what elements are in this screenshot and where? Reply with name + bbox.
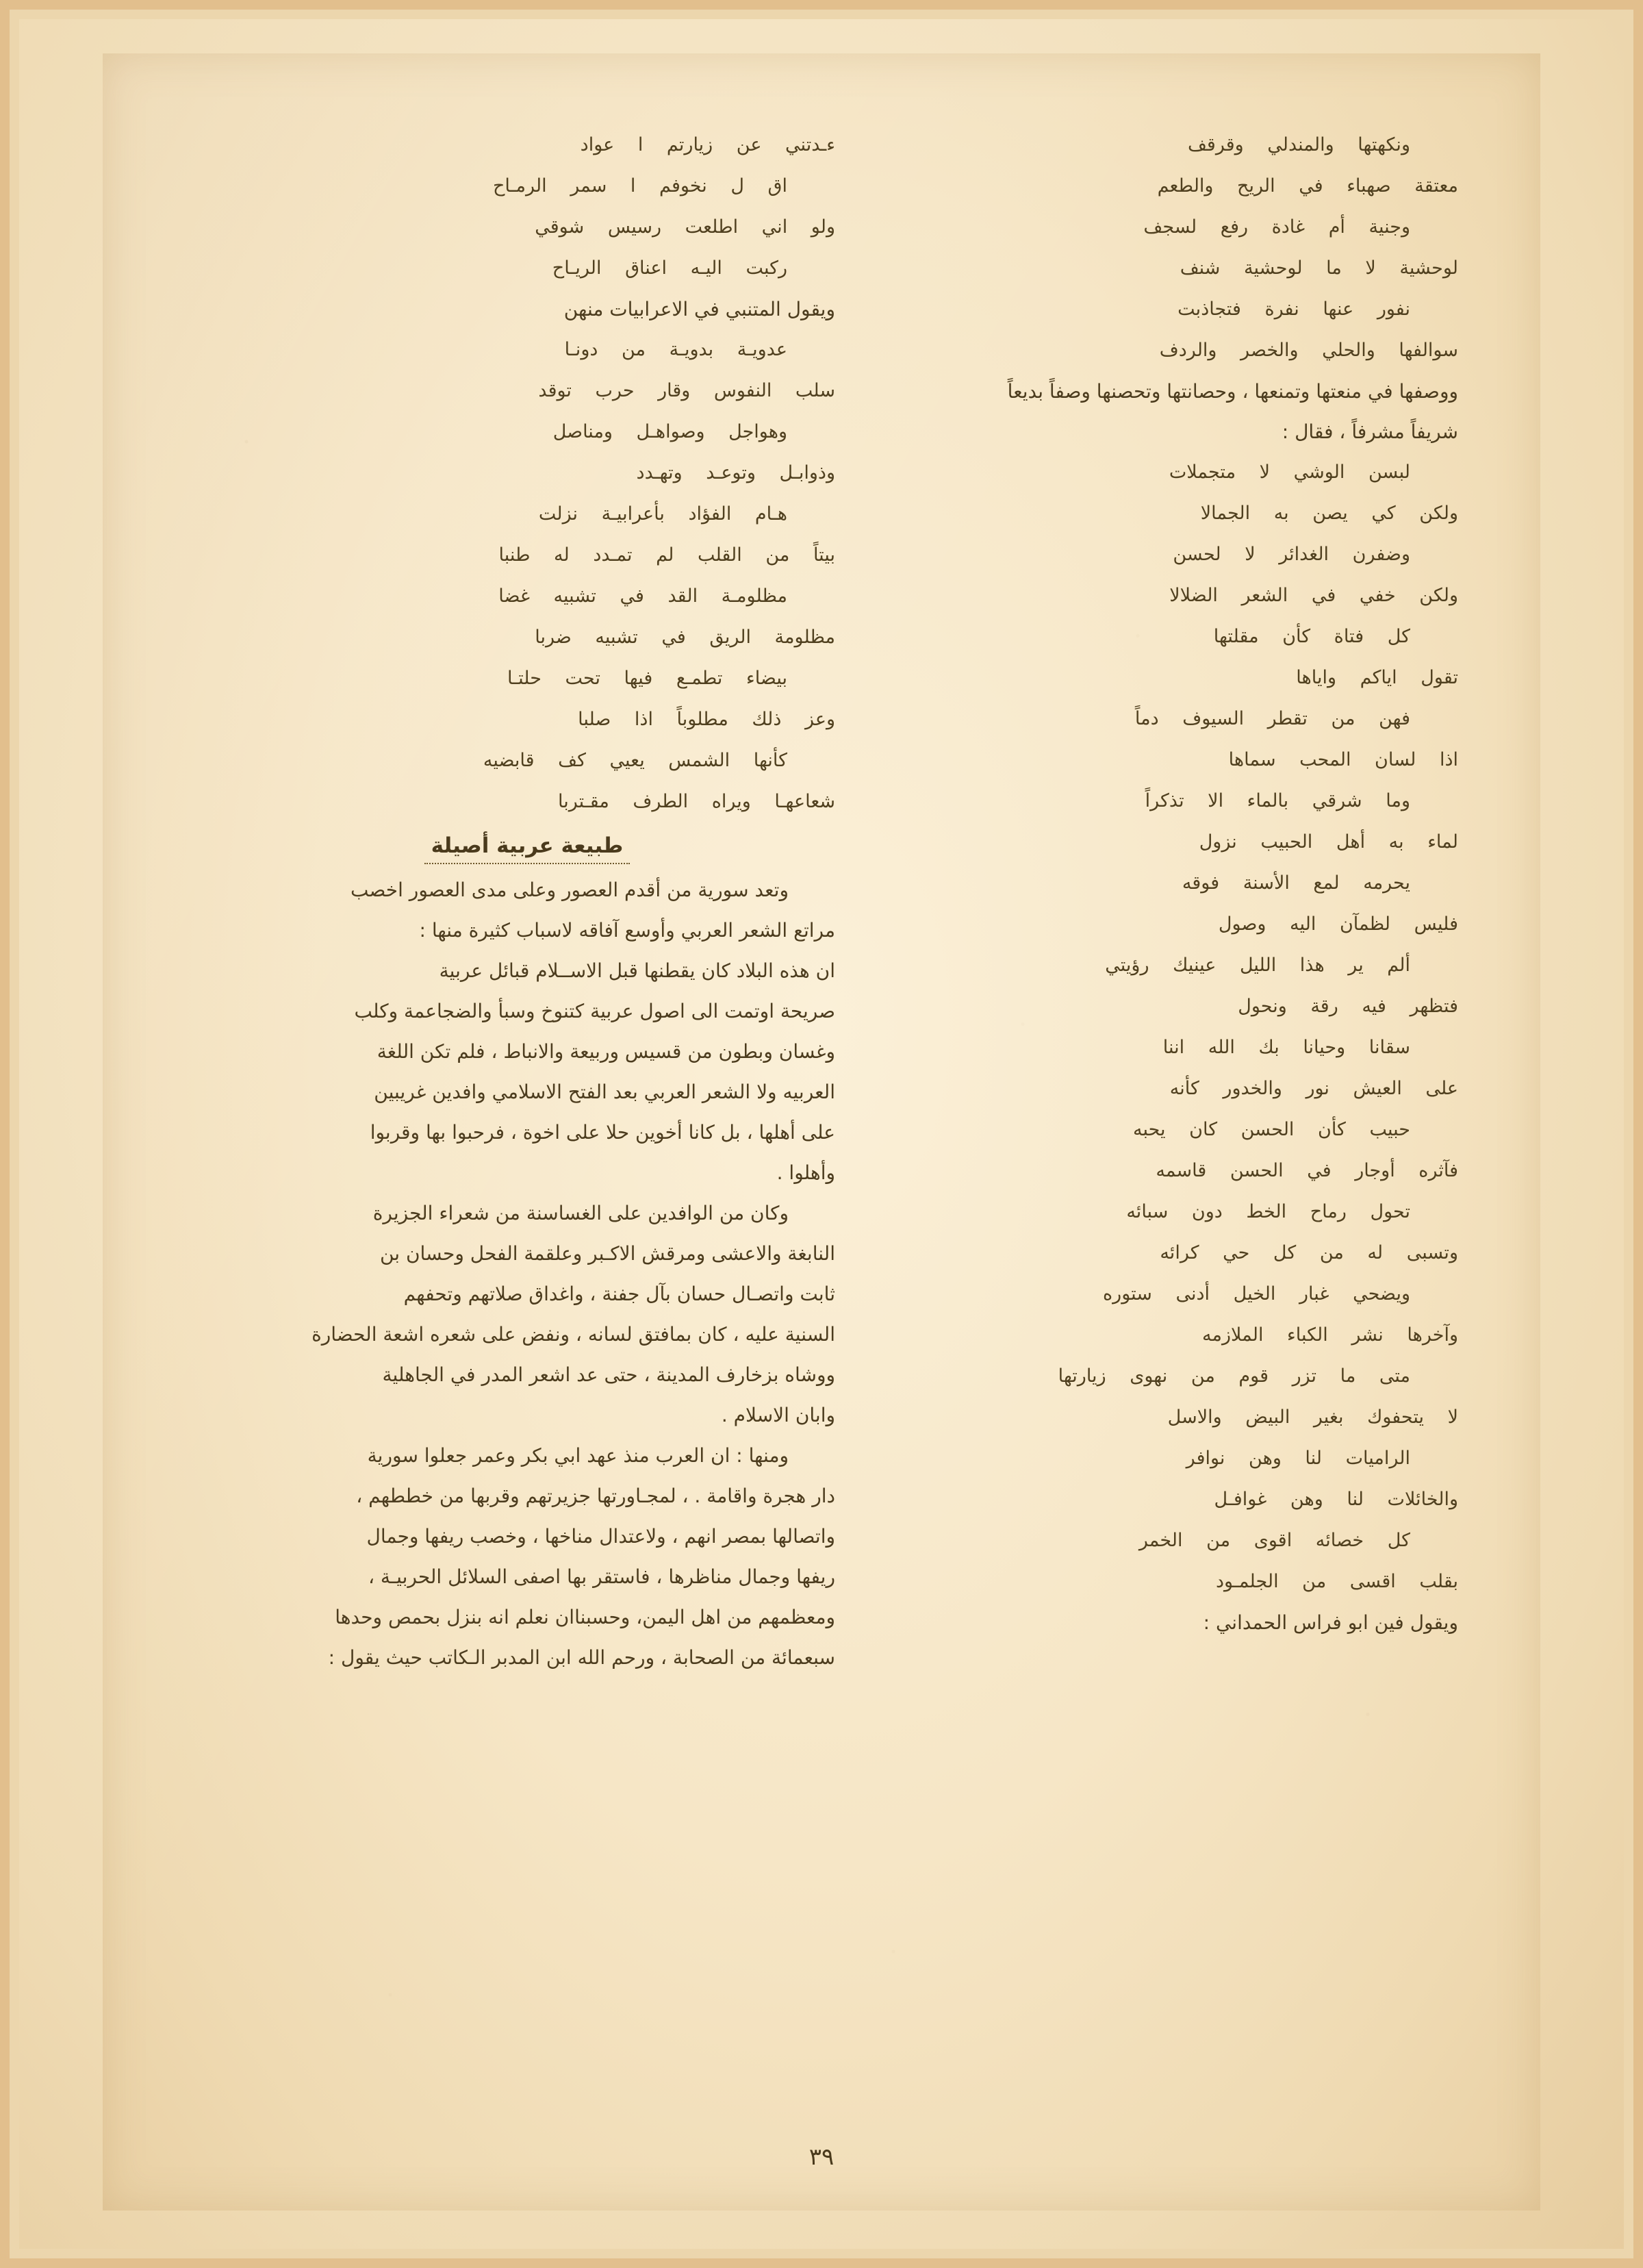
verse-line: شعاعهـا ويراه الطرف مقـتربا xyxy=(558,791,835,812)
prose-line: واتصالها بمصر انهم ، ولاعتدال مناخها ، وخصب ريفها وجمال xyxy=(366,1525,835,1548)
verse-line: فتظهر فيه رقة ونحول xyxy=(1238,996,1458,1017)
verse-line: وجنية أم غادة رفع لسجف xyxy=(1143,216,1410,238)
prose-line: شريفاً مشرفاً ، فقال : xyxy=(1282,420,1458,443)
verse-line: سلب النفوس وقار حرب توقد xyxy=(538,380,835,401)
verse-line: فليس لظمآن اليه وصول xyxy=(1218,914,1458,935)
section-title: طبيعة عربية أصيلة xyxy=(219,833,835,864)
verse-line: متى ما تزر قوم من نهوى زيارتها xyxy=(1058,1365,1410,1387)
verse-line: وآخرها نشر الكباء الملازمه xyxy=(1202,1324,1458,1346)
verse-line: مظلومة الريق في تشبيه ضربا xyxy=(535,627,835,648)
verse-line: مظلومـة القد في تشبيه غضا xyxy=(498,585,787,607)
prose-line: ثابت واتصـال حسان بآل جفنة ، واغداق صلاتهم وتحفهم xyxy=(403,1283,835,1305)
prose-line: وابان الاسلام . xyxy=(721,1404,835,1426)
paragraph-1 xyxy=(219,881,835,1183)
prose-line: ووصفها في منعتها وتمنعها ، وحصانتها وتحصنها وصفاً بديعاً xyxy=(1007,380,1458,403)
verse-line: بيضاء تطمـع فيها تحت حلتـا xyxy=(507,668,787,689)
verse-line: فهن من تقطر السيوف دماً xyxy=(1134,708,1410,729)
prose-line: سبعمائة من الصحابة ، ورحم الله ابن المدبر الـكاتب حيث يقول : xyxy=(328,1646,835,1669)
verse-line: حبيب كأن الحسن كان يحبه xyxy=(1132,1119,1410,1140)
verse-line: معتقة صهباء في الريح والطعم xyxy=(1157,175,1458,197)
verse-line: تقول اياكم واياها xyxy=(1296,667,1458,688)
page-number: ٣٩ xyxy=(808,2143,835,2171)
prose-line: العربيه ولا الشعر العربي بعد الفتح الاسلامي وافدين غريبين xyxy=(374,1081,835,1103)
verse-line: يحرمه لمع الأسنة فوقه xyxy=(1182,872,1410,894)
verse-line: وما شرقي بالماء الا تذكراً xyxy=(1145,790,1410,811)
verse-line: اق ل نخوفم ا سمر الرمـاح xyxy=(492,175,787,197)
prose-line: ريفها وجمال مناظرها ، فاستقر بها اصفى السلائل الحربيـة ، xyxy=(368,1565,835,1588)
verse-line: لوحشية لا ما لوحشية شنف xyxy=(1180,257,1458,279)
prose-line: وغسان وبطون من قسيس وربيعة والانباط ، فلم تكن اللغة xyxy=(377,1040,835,1063)
left-text-column xyxy=(219,136,835,1689)
prose-line: ومعظمهم من اهل اليمن، وحسبناان نعلم انه بنزل بحمص وحدها xyxy=(335,1606,835,1628)
verse-line: ولكن خفي في الشعر الضلالا xyxy=(1169,585,1458,606)
verse-line: وذوابـل وتوعـد وتهـدد xyxy=(636,462,835,483)
prose-line: وأهلوا . xyxy=(776,1161,835,1184)
prose-line: وتعد سورية من أقدم العصور وعلى مدى العصور اخصب xyxy=(351,879,789,901)
verse-line: وهواجل وصواهـل ومناصل xyxy=(552,421,787,442)
verse-line: تحول رماح الخط دون سبائه xyxy=(1126,1201,1410,1222)
verse-line: الراميات لنا وهن نوافر xyxy=(1186,1448,1410,1469)
prose-line: وكان من الوافدين على الغساسنة من شعراء الجزيرة xyxy=(372,1202,789,1224)
verse-line: اذا لسان المحب سماها xyxy=(1228,749,1458,770)
verse-line: لماء به أهل الحبيب نزول xyxy=(1199,831,1458,853)
verse-line: بيتاً من القلب لم تمـدد له طنبا xyxy=(498,544,835,566)
verse-line: ويضحي غبار الخيل أدنى ستوره xyxy=(1103,1283,1410,1305)
verse-line: ولو اني اطلعت رسيس شوقي xyxy=(535,216,835,238)
verse-line: على العيش نور والخدور كأنه xyxy=(1169,1078,1458,1099)
verse-line: ءـدتني عن زيارتم ا عواد xyxy=(580,134,835,155)
prose-line: النابغة والاعشى ومرقش الاكـبر وعلقمة الفحل وحسان بن xyxy=(379,1242,835,1265)
verse-line: ولكن كي يصن به الجمالا xyxy=(1200,503,1458,524)
verse-line: لا يتحفوك بغير البيض والاسل xyxy=(1167,1407,1458,1428)
prose-line: دار هجرة واقامة . ، لمجـاورتها جزيرتهم وقربها من خططهم ، xyxy=(356,1485,835,1507)
prose-line: مراتع الشعر العربي وأوسع آفاقه لاسباب كثيرة منها : xyxy=(419,919,835,942)
prose-line: ان هذه البلاد كان يقطنها قبل الاســلام قبائل عربية xyxy=(439,959,835,982)
verse-line: فآثره أوجار في الحسن قاسمه xyxy=(1156,1160,1458,1181)
paragraph-2 xyxy=(219,1204,835,1425)
verse-line: كل خصائه اقوى من الخمر xyxy=(1138,1530,1410,1551)
verse-line: كل فتاة كأن مقلتها xyxy=(1213,626,1410,647)
verse-line: ونكهتها والمندلي وقرقف xyxy=(1187,134,1410,155)
prose-line: ووشاه بزخارف المدينة ، حتى عد اشعر المدر في الجاهلية xyxy=(382,1363,835,1386)
right-text-column xyxy=(842,136,1458,1654)
prose-line: على أهلها ، بل كانا أخوين حلا على اخوة ، فرحبوا بها وقربوا xyxy=(370,1121,835,1144)
verse-line: هـام الفؤاد بأعرابيـة نزلت xyxy=(538,503,787,525)
verse-line: عدويـة بدويـة من دونـا xyxy=(564,339,787,360)
verse-line: نفور عنها نفرة فتجاذبت xyxy=(1177,299,1410,320)
verse-line: سوالفها والحلي والخصر والردف xyxy=(1159,340,1458,361)
verse-line: لبسن الوشي لا متجملات xyxy=(1169,462,1410,483)
paper-surface xyxy=(103,53,1540,2210)
verse-line: والخائلات لنا وهن غوافـل xyxy=(1214,1489,1458,1510)
prose-line: السنية عليه ، كان بمافتق لسانه ، ونفض على شعره اشعة الحضارة xyxy=(311,1323,835,1346)
verse-line: وضفرن الغدائر لا لحسن xyxy=(1173,544,1410,565)
verse-line: ألم ير هذا الليل عينيك رؤيتي xyxy=(1105,955,1410,976)
prose-line: ويقول المتنبي في الاعرابيات منهن xyxy=(563,298,835,320)
section-title-underline xyxy=(424,863,630,864)
prose-line: ومنها : ان العرب منذ عهد ابي بكر وعمر جعلوا سورية xyxy=(367,1444,789,1467)
verse-line: وتسبى له من كل حي كرائه xyxy=(1160,1242,1458,1263)
verse-line: ركبت اليـه اعناق الريـاح xyxy=(552,257,787,279)
prose-line: صريحة اوتمت الى اصول عربية كتنوخ وسبأ والضجاعمة وكلب xyxy=(354,1000,835,1022)
paragraph-3 xyxy=(219,1446,835,1667)
verse-line: سقانا وحيانا بك الله اننا xyxy=(1162,1037,1410,1058)
prose-line: ويقول فين ابو فراس الحمداني : xyxy=(1203,1611,1458,1634)
verse-line: كأنها الشمس يعيي كف قابضيه xyxy=(483,750,787,771)
verse-line: وعز ذلك مطلوباً اذا صلبا xyxy=(578,709,835,730)
verse-line: بقلب اقسى من الجلمـود xyxy=(1216,1571,1458,1592)
